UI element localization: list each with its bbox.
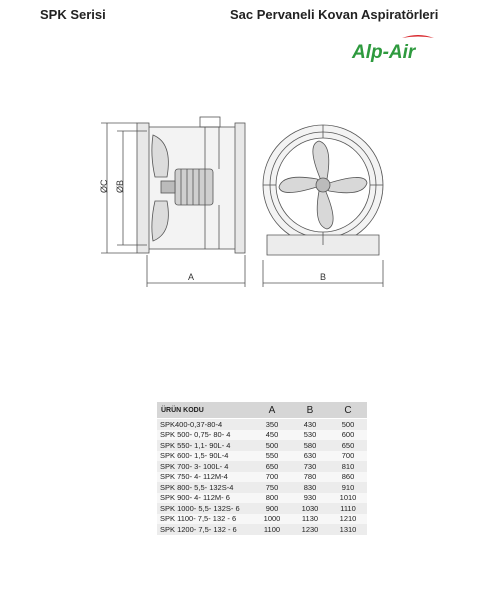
dimension-cell: 930: [291, 493, 329, 504]
table-row: [157, 472, 367, 483]
col-header-c: C: [329, 402, 367, 419]
product-dimension-table: [157, 402, 367, 535]
dimension-cell: 1100: [253, 524, 291, 535]
product-code-cell: SPK 500- 0,75- 80- 4: [157, 430, 253, 441]
product-code-cell: SPK 1000- 5,5- 132S- 6: [157, 503, 253, 514]
table-header-row: [157, 402, 367, 419]
product-code-cell: SPK400-0,37-80-4: [157, 419, 253, 430]
table-row: [157, 503, 367, 514]
table-row: [157, 430, 367, 441]
product-code-cell: SPK 700- 3- 100L- 4: [157, 461, 253, 472]
dimension-cell: 550: [253, 451, 291, 462]
brand-swoosh-icon: [402, 35, 434, 38]
dimension-cell: 830: [291, 482, 329, 493]
table-row: [157, 514, 367, 525]
dimension-cell: 730: [291, 461, 329, 472]
table-row: [157, 493, 367, 504]
dimension-cell: 860: [329, 472, 367, 483]
table-row: [157, 482, 367, 493]
dimension-cell: 1010: [329, 493, 367, 504]
table-row: [157, 524, 367, 535]
dimension-cell: 630: [291, 451, 329, 462]
product-code-cell: SPK 1100- 7,5- 132 - 6: [157, 514, 253, 525]
col-header-a: A: [253, 402, 291, 419]
page-header: [0, 0, 500, 30]
dimension-cell: 650: [329, 440, 367, 451]
brand-wordmark: Alp-Air: [352, 42, 416, 63]
dimension-cell: 500: [253, 440, 291, 451]
dimension-cell: 1230: [291, 524, 329, 535]
dimension-cell: 1030: [291, 503, 329, 514]
dimension-cell: 750: [253, 482, 291, 493]
page-title: Sac Pervaneli Kovan Aspiratörleri: [230, 7, 439, 22]
dimension-cell: 910: [329, 482, 367, 493]
table-row: [157, 461, 367, 472]
dim-label-width: B: [319, 272, 327, 282]
dimension-cell: 1130: [291, 514, 329, 525]
product-code-cell: SPK 600- 1,5- 90L-4: [157, 451, 253, 462]
dimension-cell: 1000: [253, 514, 291, 525]
dimension-cell: 700: [253, 472, 291, 483]
col-header-b: B: [291, 402, 329, 419]
dimension-cell: 700: [329, 451, 367, 462]
product-code-cell: SPK 550- 1,1- 90L- 4: [157, 440, 253, 451]
dimension-cell: 1210: [329, 514, 367, 525]
table-row: [157, 440, 367, 451]
product-code-cell: SPK 750- 4- 112M-4: [157, 472, 253, 483]
dimension-cell: 800: [253, 493, 291, 504]
dimension-cell: 500: [329, 419, 367, 430]
fan-technical-drawing: [95, 105, 425, 295]
product-code-cell: SPK 900- 4- 112M- 6: [157, 493, 253, 504]
dimension-cell: 450: [253, 430, 291, 441]
dimension-cell: 810: [329, 461, 367, 472]
table-row: [157, 419, 367, 430]
dimension-cell: 600: [329, 430, 367, 441]
series-label: SPK Serisi: [40, 7, 106, 22]
product-code-cell: SPK 1200- 7,5- 132 - 6: [157, 524, 253, 535]
dim-label-length: A: [187, 272, 195, 282]
dimension-cell: 1110: [329, 503, 367, 514]
dimension-cell: 580: [291, 440, 329, 451]
front-hub: [316, 178, 330, 192]
dimension-cell: 530: [291, 430, 329, 441]
product-code-cell: SPK 800- 5,5- 132S-4: [157, 482, 253, 493]
dimension-cell: 900: [253, 503, 291, 514]
dimension-cell: 430: [291, 419, 329, 430]
table-row: [157, 451, 367, 462]
brand-logo: [350, 34, 450, 64]
dimension-cell: 350: [253, 419, 291, 430]
dim-label-inner-dia: ØB: [115, 179, 125, 193]
col-header-code: ÜRÜN KODU: [157, 402, 253, 419]
dimension-cell: 1310: [329, 524, 367, 535]
dim-label-outer-dia: ØC: [99, 179, 109, 193]
dimension-cell: 780: [291, 472, 329, 483]
dimension-cell: 650: [253, 461, 291, 472]
